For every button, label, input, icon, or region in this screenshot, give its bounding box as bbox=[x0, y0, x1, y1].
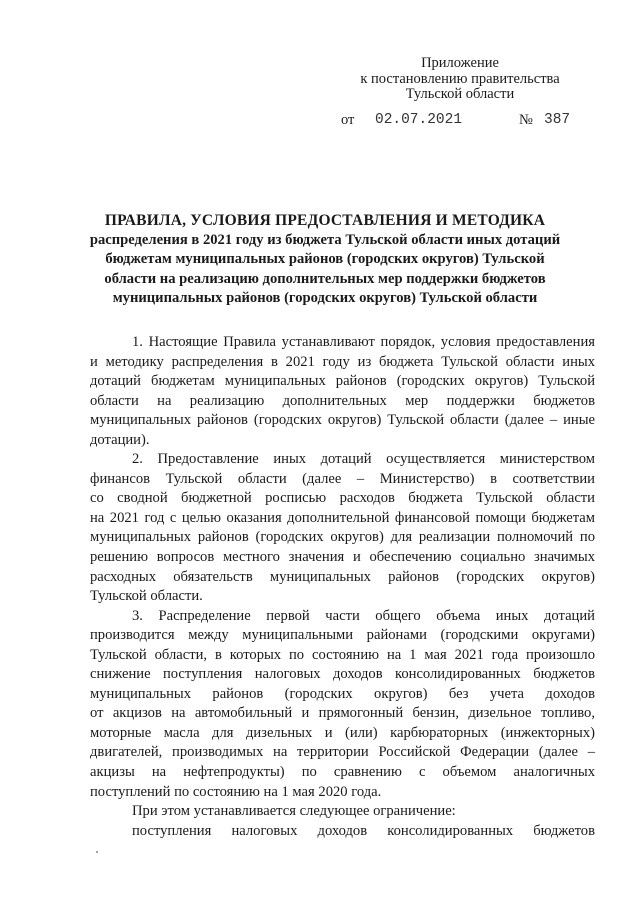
paragraph-line: и методику распределения в 2021 году из бюджета Тульской области иных bbox=[90, 353, 595, 370]
paragraph-line: моторные масла для дизельных и (или) карбюраторных (инжекторных) bbox=[90, 724, 595, 741]
paragraph-line: расходных обязательств муниципальных районов (городских округов) bbox=[90, 568, 595, 585]
paragraph-line: снижение поступления налоговых доходов консолидированных бюджетов bbox=[90, 666, 595, 683]
paragraph-line: При этом устанавливается следующее ограничение: bbox=[132, 803, 456, 820]
paragraph-1 bbox=[90, 333, 595, 450]
document-body bbox=[90, 333, 595, 841]
paragraph-2 bbox=[90, 450, 595, 606]
paragraph-line: поступления налоговых доходов консолидированных бюджетов bbox=[132, 822, 595, 839]
paragraph-line: Тульской области. bbox=[90, 588, 203, 605]
paragraph-line: 2. Предоставление иных дотаций осуществляется министерством bbox=[132, 451, 595, 468]
title-line-5: муниципальных районов (городских округов) Тульской области bbox=[112, 290, 538, 307]
title-line-1: ПРАВИЛА, УСЛОВИЯ ПРЕДОСТАВЛЕНИЯ И МЕТОДИКА bbox=[104, 212, 546, 229]
scan-speck bbox=[96, 851, 98, 853]
appendix-line-3: Тульской области bbox=[405, 86, 515, 102]
paragraph-line: 3. Распределение первой части общего объема иных дотаций bbox=[132, 607, 595, 624]
number-sign: № bbox=[519, 112, 533, 128]
paragraph-line: муниципальных районов (городских округов) для реализации полномочий по bbox=[90, 529, 595, 546]
registration-date: 02.07.2021 bbox=[375, 112, 463, 128]
paragraph-line: решению вопросов местного значения и обеспечению социально значимых bbox=[90, 549, 595, 566]
paragraph-line: Тульской области, в которых по состоянию на 1 мая 2021 года произошло bbox=[90, 646, 595, 663]
appendix-line-1: Приложение bbox=[421, 55, 499, 71]
paragraph-line: акцизы на нефтепродукты) по сравнению с объемом аналогичных bbox=[90, 764, 595, 781]
appendix-header bbox=[340, 56, 580, 103]
title-line-3: бюджетам муниципальных районов (городских округов) Тульской bbox=[105, 251, 545, 268]
appendix-line-2: к постановлению правительства bbox=[360, 70, 560, 87]
paragraph-line: на 2021 год с целью оказания дополнительной финансовой помощи бюджетам bbox=[90, 509, 595, 526]
paragraph-line: производится между муниципальными районами (городскими округами) bbox=[90, 627, 595, 644]
paragraph-line: финансов Тульской области (далее – Министерство) в соответствии bbox=[90, 470, 595, 487]
registration-number: 387 bbox=[544, 112, 571, 128]
title-line-2: распределения в 2021 году из бюджета Тульской области иных дотаций bbox=[89, 231, 561, 248]
paragraph-line: области на реализацию дополнительных мер поддержки бюджетов bbox=[90, 392, 595, 409]
paragraph-line: дотаций бюджетам муниципальных районов (городских округов) Тульской bbox=[90, 373, 595, 390]
paragraph-line: дотации). bbox=[90, 431, 150, 448]
paragraph-line: муниципальных районов (городских округов) Тульской области (далее – иные bbox=[90, 412, 595, 429]
paragraph-line: со сводной бюджетной росписью расходов бюджета Тульской области bbox=[90, 490, 595, 507]
paragraph-line: 1. Настоящие Правила устанавливают порядок, условия предоставления bbox=[132, 334, 595, 350]
document-title bbox=[80, 211, 570, 309]
paragraph-line: от акцизов на автомобильный и прямогонный бензин, дизельное топливо, bbox=[90, 705, 595, 722]
paragraph-line: поступлений по состоянию на 1 мая 2020 года. bbox=[90, 783, 382, 800]
paragraph-line: двигателей, производимых на территории Российской Федерации (далее – bbox=[90, 744, 595, 761]
title-line-4: области на реализацию дополнительных мер поддержки бюджетов bbox=[104, 270, 546, 287]
paragraph-line: муниципальных районов (городских округов) без учета доходов bbox=[90, 685, 595, 702]
registration-line bbox=[341, 112, 571, 129]
paragraph-3 bbox=[90, 607, 595, 802]
paragraph-5 bbox=[90, 822, 595, 842]
from-label: от bbox=[341, 112, 355, 128]
paragraph-4 bbox=[90, 802, 595, 822]
